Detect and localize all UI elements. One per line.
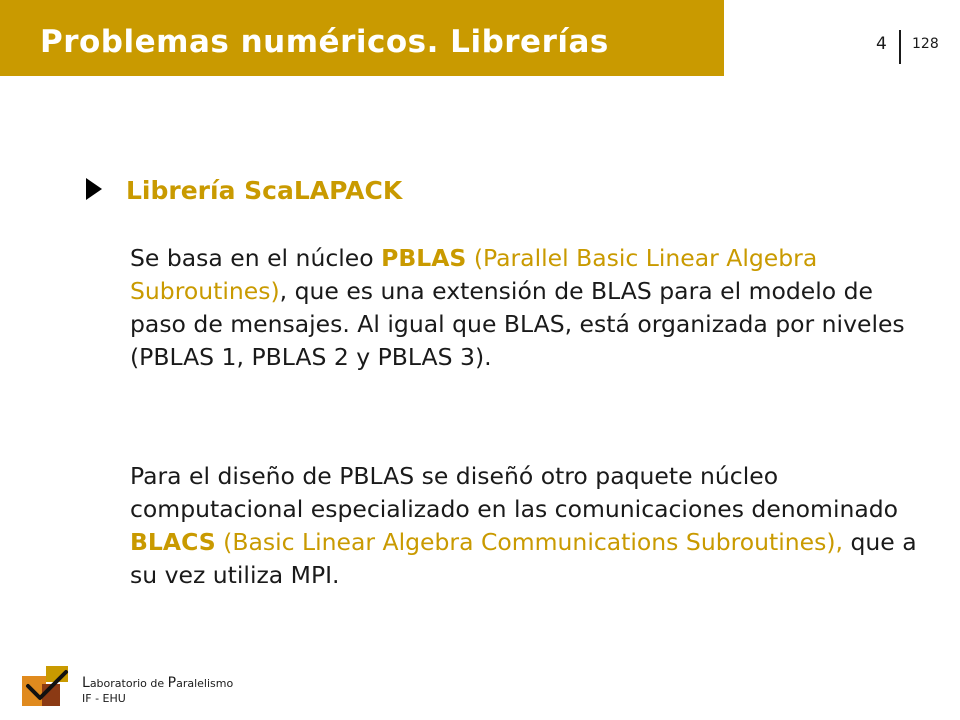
paragraph-text: que a su vez utiliza MPI.	[130, 528, 917, 589]
paragraph-blacs	[130, 460, 930, 592]
paragraph-text: , que es una extensión de BLAS para el modelo de paso de mensajes. Al igual que BLAS, está organizada por niveles (PBLAS 1, PBLAS 2 y PBLAS 3).	[130, 277, 905, 371]
keyword-blacs: BLACS	[130, 528, 216, 556]
page-divider	[899, 30, 901, 64]
lab-name: Laboratorio de Paralelismo	[82, 675, 234, 691]
section-title: Librería ScaLAPACK	[126, 176, 403, 205]
pblas-expansion: (Parallel Basic Linear Algebra Subroutines)	[130, 244, 818, 305]
page-number: 128	[912, 36, 939, 52]
blacs-expansion: (Basic Linear Algebra Communications Subroutines),	[223, 528, 844, 556]
checkmark-logo-icon	[22, 666, 70, 706]
paragraph-text	[466, 244, 473, 272]
chapter-number: 4	[876, 34, 887, 54]
paragraph-text: Para el diseño de PBLAS se diseñó otro paquete núcleo computacional especializado en las comunicaciones denominado	[130, 462, 899, 523]
paragraph-text: Se basa en el núcleo	[130, 244, 382, 272]
institution: IF - EHU	[82, 692, 126, 705]
slide-title: Problemas numéricos. Librerías	[40, 24, 609, 60]
triangle-right-bullet-icon	[86, 178, 102, 200]
keyword-pblas: PBLAS	[381, 244, 467, 272]
paragraph-pblas	[130, 242, 930, 374]
